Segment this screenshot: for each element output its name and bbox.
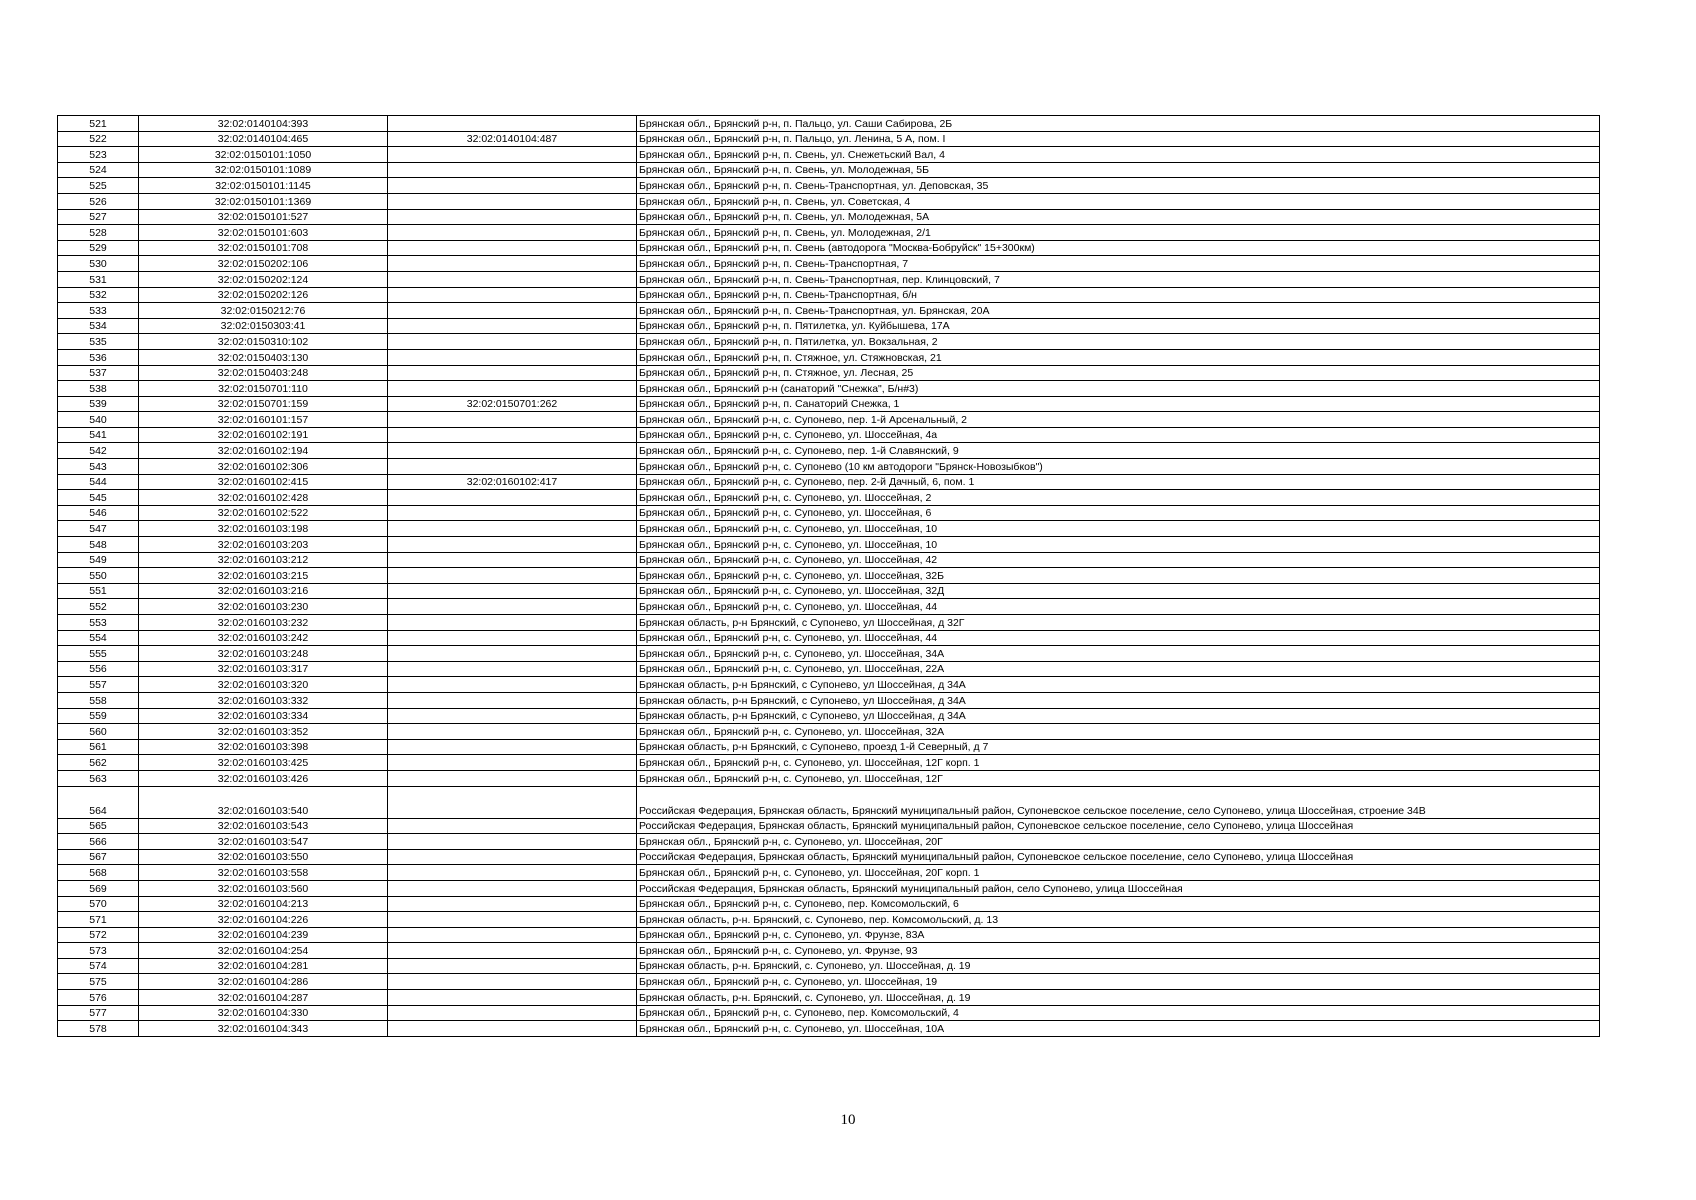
table-row [58,459,1600,475]
address-cell: Брянская обл., Брянский р-н, п. Свень, ул. Молодежная, 2/1 [637,225,1600,241]
related-cadastral-number-cell [388,849,637,865]
related-cadastral-number-cell [388,661,637,677]
table-row [58,786,1600,818]
address-cell: Брянская обл., Брянский р-н, с. Супонево, ул. Шоссейная, 32А [637,724,1600,740]
address-cell: Брянская обл., Брянский р-н, с. Супонево, ул. Шоссейная, 42 [637,552,1600,568]
address-cell: Брянская область, р-н Брянский, с Супонево, ул Шоссейная, д 34А [637,677,1600,693]
cadastral-number-cell: 32:02:0160104:343 [139,1021,388,1037]
row-number-cell: 564 [58,786,139,818]
related-cadastral-number-cell [388,349,637,365]
related-cadastral-number-cell [388,927,637,943]
cadastral-number-cell: 32:02:0160104:286 [139,974,388,990]
related-cadastral-number-cell [388,677,637,693]
row-number-cell: 573 [58,943,139,959]
address-cell: Брянская обл., Брянский р-н, с. Супонево, ул. Шоссейная, 20Г корп. 1 [637,865,1600,881]
table-row [58,646,1600,662]
related-cadastral-number-cell [388,459,637,475]
address-cell: Брянская обл., Брянский р-н, п. Стяжное, ул. Лесная, 25 [637,365,1600,381]
row-number-cell: 575 [58,974,139,990]
cadastral-number-cell: 32:02:0150310:102 [139,334,388,350]
related-cadastral-number-cell [388,225,637,241]
address-cell: Брянская обл., Брянский р-н, п. Свень, ул. Молодежная, 5А [637,209,1600,225]
cadastral-number-cell: 32:02:0150303:41 [139,318,388,334]
table-row [58,583,1600,599]
address-cell: Брянская обл., Брянский р-н, п. Стяжное, ул. Стяжновская, 21 [637,349,1600,365]
row-number-cell: 552 [58,599,139,615]
related-cadastral-number-cell [388,552,637,568]
table-row [58,692,1600,708]
address-cell: Брянская обл., Брянский р-н, с. Супонево, ул. Шоссейная, 12Г корп. 1 [637,755,1600,771]
cadastral-number-cell: 32:02:0160103:332 [139,692,388,708]
cadastral-number-cell: 32:02:0160104:281 [139,958,388,974]
row-number-cell: 554 [58,630,139,646]
table-row [58,178,1600,194]
table-row [58,318,1600,334]
cadastral-number-cell: 32:02:0160103:242 [139,630,388,646]
row-number-cell: 543 [58,459,139,475]
row-number-cell: 570 [58,896,139,912]
row-number-cell: 534 [58,318,139,334]
cadastral-number-cell: 32:02:0150101:1050 [139,147,388,163]
table-row [58,365,1600,381]
table-row [58,521,1600,537]
row-number-cell: 560 [58,724,139,740]
related-cadastral-number-cell [388,708,637,724]
address-cell: Брянская обл., Брянский р-н, с. Супонево, ул. Шоссейная, 10А [637,1021,1600,1037]
cadastral-number-cell: 32:02:0160103:550 [139,849,388,865]
related-cadastral-number-cell [388,880,637,896]
cadastral-number-cell: 32:02:0160103:320 [139,677,388,693]
address-cell: Брянская обл., Брянский р-н, с. Супонево, ул. Шоссейная, 44 [637,599,1600,615]
table-row [58,677,1600,693]
table-row [58,256,1600,272]
page-number: 10 [840,1112,856,1128]
row-number-cell: 551 [58,583,139,599]
row-number-cell: 532 [58,287,139,303]
row-number-cell: 557 [58,677,139,693]
address-cell: Брянская обл., Брянский р-н, п. Свень-Транспортная, пер. Клинцовский, 7 [637,271,1600,287]
related-cadastral-number-cell [388,896,637,912]
row-number-cell: 550 [58,568,139,584]
row-number-cell: 562 [58,755,139,771]
cadastral-number-cell: 32:02:0150701:159 [139,396,388,412]
address-cell: Брянская обл., Брянский р-н, с. Супонево, ул. Шоссейная, 6 [637,505,1600,521]
address-cell: Брянская обл., Брянский р-н, п. Свень-Транспортная, ул. Брянская, 20А [637,303,1600,319]
table-row [58,865,1600,881]
address-cell: Брянская обл., Брянский р-н, с. Супонево, ул. Шоссейная, 10 [637,537,1600,553]
table-row [58,615,1600,631]
row-number-cell: 558 [58,692,139,708]
row-number-cell: 535 [58,334,139,350]
table-row [58,818,1600,834]
row-number-cell: 538 [58,381,139,397]
table-row [58,193,1600,209]
cadastral-number-cell: 32:02:0160103:540 [139,786,388,818]
cadastral-number-cell: 32:02:0160103:215 [139,568,388,584]
row-number-cell: 544 [58,474,139,490]
cadastral-number-cell: 32:02:0150101:1145 [139,178,388,194]
cadastral-number-cell: 32:02:0160104:213 [139,896,388,912]
address-cell: Российская Федерация, Брянская область, Брянский муниципальный район, Супоневское сельское поселение, село Супонево, улица Шоссейная, строение 34В [637,786,1600,818]
table-row [58,287,1600,303]
row-number-cell: 523 [58,147,139,163]
row-number-cell: 571 [58,912,139,928]
row-number-cell: 555 [58,646,139,662]
related-cadastral-number-cell [388,209,637,225]
address-cell: Брянская область, р-н. Брянский, с. Супонево, ул. Шоссейная, д. 19 [637,958,1600,974]
related-cadastral-number-cell [388,599,637,615]
address-cell: Брянская обл., Брянский р-н, п. Пальцо, ул. Саши Сабирова, 2Б [637,116,1600,132]
related-cadastral-number-cell [388,646,637,662]
related-cadastral-number-cell [388,1005,637,1021]
related-cadastral-number-cell [388,193,637,209]
address-cell: Российская Федерация, Брянская область, Брянский муниципальный район, село Супонево, улица Шоссейная [637,880,1600,896]
row-number-cell: 549 [58,552,139,568]
row-number-cell: 547 [58,521,139,537]
table-row [58,271,1600,287]
cadastral-number-cell: 32:02:0150202:124 [139,271,388,287]
address-cell: Брянская обл., Брянский р-н, с. Супонево (10 км автодороги "Брянск-Новозыбков") [637,459,1600,475]
table-row [58,708,1600,724]
address-cell: Брянская обл., Брянский р-н, с. Супонево, пер. Комсомольский, 4 [637,1005,1600,1021]
cadastral-number-cell: 32:02:0160103:425 [139,755,388,771]
related-cadastral-number-cell [388,256,637,272]
related-cadastral-number-cell [388,443,637,459]
cadastral-number-cell: 32:02:0150101:527 [139,209,388,225]
address-cell: Брянская область, р-н Брянский, с Супонево, ул Шоссейная, д 34А [637,708,1600,724]
table-row [58,240,1600,256]
cadastral-number-cell: 32:02:0140104:465 [139,131,388,147]
cadastral-number-cell: 32:02:0160102:194 [139,443,388,459]
address-cell: Брянская обл., Брянский р-н, п. Санаторий Снежка, 1 [637,396,1600,412]
related-cadastral-number-cell [388,271,637,287]
table-row [58,630,1600,646]
row-number-cell: 561 [58,739,139,755]
row-number-cell: 568 [58,865,139,881]
related-cadastral-number-cell [388,162,637,178]
address-cell: Брянская область, р-н Брянский, с Супонево, проезд 1-й Северный, д 7 [637,739,1600,755]
address-cell: Брянская обл., Брянский р-н, с. Супонево, ул. Шоссейная, 32Б [637,568,1600,584]
related-cadastral-number-cell [388,178,637,194]
address-cell: Брянская обл., Брянский р-н, с. Супонево, ул. Шоссейная, 10 [637,521,1600,537]
related-cadastral-number-cell [388,318,637,334]
related-cadastral-number-cell [388,818,637,834]
row-number-cell: 548 [58,537,139,553]
cadastral-number-cell: 32:02:0160103:352 [139,724,388,740]
table-row [58,225,1600,241]
address-cell: Брянская обл., Брянский р-н, с. Супонево, ул. Шоссейная, 20Г [637,834,1600,850]
table-row [58,724,1600,740]
cadastral-number-cell: 32:02:0150701:110 [139,381,388,397]
table-row [58,147,1600,163]
table-row [58,1005,1600,1021]
cadastral-number-cell: 32:02:0160104:239 [139,927,388,943]
related-cadastral-number-cell [388,865,637,881]
row-number-cell: 527 [58,209,139,225]
cadastral-number-cell: 32:02:0160103:547 [139,834,388,850]
related-cadastral-number-cell [388,334,637,350]
row-number-cell: 559 [58,708,139,724]
row-number-cell: 524 [58,162,139,178]
cadastral-number-cell: 32:02:0160103:560 [139,880,388,896]
cadastral-number-cell: 32:02:0160103:334 [139,708,388,724]
row-number-cell: 567 [58,849,139,865]
related-cadastral-number-cell [388,630,637,646]
related-cadastral-number-cell [388,147,637,163]
table-row [58,568,1600,584]
row-number-cell: 531 [58,271,139,287]
table-row [58,943,1600,959]
address-cell: Брянская обл., Брянский р-н, п. Свень, ул. Советская, 4 [637,193,1600,209]
cadastral-number-cell: 32:02:0160103:398 [139,739,388,755]
table-row [58,349,1600,365]
address-cell: Брянская обл., Брянский р-н, с. Супонево, пер. 1-й Арсенальный, 2 [637,412,1600,428]
table-row [58,755,1600,771]
address-cell: Брянская обл., Брянский р-н, п. Свень-Транспортная, б/н [637,287,1600,303]
cadastral-number-cell: 32:02:0160103:230 [139,599,388,615]
row-number-cell: 533 [58,303,139,319]
row-number-cell: 541 [58,427,139,443]
related-cadastral-number-cell [388,303,637,319]
table-row [58,599,1600,615]
table-row [58,303,1600,319]
row-number-cell: 521 [58,116,139,132]
address-cell: Брянская обл., Брянский р-н, п. Свень, ул. Молодежная, 5Б [637,162,1600,178]
row-number-cell: 529 [58,240,139,256]
row-number-cell: 565 [58,818,139,834]
row-number-cell: 545 [58,490,139,506]
related-cadastral-number-cell [388,912,637,928]
table-row [58,334,1600,350]
related-cadastral-number-cell [388,116,637,132]
row-number-cell: 526 [58,193,139,209]
address-cell: Брянская обл., Брянский р-н, с. Супонево, ул. Фрунзе, 93 [637,943,1600,959]
row-number-cell: 577 [58,1005,139,1021]
cadastral-number-cell: 32:02:0160104:287 [139,990,388,1006]
table-row [58,412,1600,428]
row-number-cell: 542 [58,443,139,459]
table-row [58,896,1600,912]
cadastral-number-cell: 32:02:0160103:232 [139,615,388,631]
row-number-cell: 536 [58,349,139,365]
address-cell: Брянская обл., Брянский р-н, с. Супонево, пер. 2-й Дачный, 6, пом. 1 [637,474,1600,490]
table-row [58,880,1600,896]
table-row [58,131,1600,147]
related-cadastral-number-cell [388,974,637,990]
address-cell: Брянская обл., Брянский р-н, с. Супонево, ул. Шоссейная, 44 [637,630,1600,646]
address-cell: Брянская обл., Брянский р-н, с. Супонево, ул. Шоссейная, 4а [637,427,1600,443]
cadastral-number-cell: 32:02:0160101:157 [139,412,388,428]
related-cadastral-number-cell: 32:02:0140104:487 [388,131,637,147]
cadastral-number-cell: 32:02:0150101:1089 [139,162,388,178]
related-cadastral-number-cell [388,834,637,850]
cadastral-number-cell: 32:02:0160102:428 [139,490,388,506]
address-cell: Брянская обл., Брянский р-н, с. Супонево, ул. Шоссейная, 12Г [637,770,1600,786]
related-cadastral-number-cell [388,412,637,428]
table-row [58,958,1600,974]
table-row [58,490,1600,506]
related-cadastral-number-cell [388,490,637,506]
table-row [58,116,1600,132]
related-cadastral-number-cell [388,786,637,818]
table-row [58,396,1600,412]
cadastral-number-cell: 32:02:0140104:393 [139,116,388,132]
cadastral-number-cell: 32:02:0160103:543 [139,818,388,834]
address-cell: Брянская обл., Брянский р-н, п. Свень (автодорога "Москва-Бобруйск" 15+300км) [637,240,1600,256]
related-cadastral-number-cell [388,770,637,786]
cadastral-number-cell: 32:02:0160103:317 [139,661,388,677]
table-row [58,1021,1600,1037]
row-number-cell: 576 [58,990,139,1006]
related-cadastral-number-cell [388,990,637,1006]
address-cell: Брянская обл., Брянский р-н, с. Супонево, ул. Шоссейная, 19 [637,974,1600,990]
table-row [58,990,1600,1006]
row-number-cell: 569 [58,880,139,896]
related-cadastral-number-cell [388,943,637,959]
related-cadastral-number-cell [388,365,637,381]
related-cadastral-number-cell [388,427,637,443]
row-number-cell: 566 [58,834,139,850]
related-cadastral-number-cell [388,521,637,537]
cadastral-number-cell: 32:02:0160103:212 [139,552,388,568]
related-cadastral-number-cell [388,739,637,755]
cadastral-number-cell: 32:02:0150202:106 [139,256,388,272]
row-number-cell: 522 [58,131,139,147]
address-cell: Брянская обл., Брянский р-н, с. Супонево, ул. Шоссейная, 32Д [637,583,1600,599]
cadastral-number-cell: 32:02:0160102:191 [139,427,388,443]
row-number-cell: 528 [58,225,139,241]
cadastral-number-cell: 32:02:0160102:522 [139,505,388,521]
cadastral-number-cell: 32:02:0160104:330 [139,1005,388,1021]
table-row [58,927,1600,943]
address-cell: Брянская область, р-н Брянский, с Супонево, ул Шоссейная, д 32Г [637,615,1600,631]
table-row [58,209,1600,225]
row-number-cell: 540 [58,412,139,428]
table-row [58,974,1600,990]
cadastral-number-cell: 32:02:0150202:126 [139,287,388,303]
table-row [58,552,1600,568]
registry-table-body [58,116,1600,1037]
related-cadastral-number-cell [388,537,637,553]
registry-table [57,115,1600,1037]
related-cadastral-number-cell [388,583,637,599]
row-number-cell: 553 [58,615,139,631]
address-cell: Брянская обл., Брянский р-н, п. Свень-Транспортная, 7 [637,256,1600,272]
address-cell: Российская Федерация, Брянская область, Брянский муниципальный район, Супоневское сельское поселение, село Супонево, улица Шоссейная [637,849,1600,865]
cadastral-number-cell: 32:02:0160104:226 [139,912,388,928]
related-cadastral-number-cell [388,1021,637,1037]
related-cadastral-number-cell [388,692,637,708]
cadastral-number-cell: 32:02:0150101:1369 [139,193,388,209]
table-row [58,770,1600,786]
address-cell: Брянская область, р-н. Брянский, с. Супонево, ул. Шоссейная, д. 19 [637,990,1600,1006]
table-row [58,474,1600,490]
row-number-cell: 563 [58,770,139,786]
cadastral-number-cell: 32:02:0150101:603 [139,225,388,241]
related-cadastral-number-cell [388,240,637,256]
table-row [58,912,1600,928]
address-cell: Брянская обл., Брянский р-н (санаторий "Снежка", Б/н#3) [637,381,1600,397]
table-row [58,537,1600,553]
address-cell: Брянская обл., Брянский р-н, п. Пятилетка, ул. Куйбышева, 17А [637,318,1600,334]
related-cadastral-number-cell [388,958,637,974]
address-cell: Брянская обл., Брянский р-н, п. Пятилетка, ул. Вокзальная, 2 [637,334,1600,350]
related-cadastral-number-cell [388,568,637,584]
cadastral-number-cell: 32:02:0160103:558 [139,865,388,881]
table-row [58,162,1600,178]
address-cell: Брянская обл., Брянский р-н, с. Супонево, ул. Шоссейная, 2 [637,490,1600,506]
address-cell: Брянская обл., Брянский р-н, с. Супонево, ул. Шоссейная, 34А [637,646,1600,662]
related-cadastral-number-cell [388,755,637,771]
row-number-cell: 556 [58,661,139,677]
cadastral-number-cell: 32:02:0150212:76 [139,303,388,319]
address-cell: Брянская область, р-н. Брянский, с. Супонево, пер. Комсомольский, д. 13 [637,912,1600,928]
cadastral-number-cell: 32:02:0160103:203 [139,537,388,553]
cadastral-number-cell: 32:02:0160102:306 [139,459,388,475]
cadastral-number-cell: 32:02:0150403:130 [139,349,388,365]
row-number-cell: 525 [58,178,139,194]
table-row [58,381,1600,397]
related-cadastral-number-cell [388,381,637,397]
table-row [58,427,1600,443]
cadastral-number-cell: 32:02:0160103:248 [139,646,388,662]
table-row [58,849,1600,865]
address-cell: Брянская обл., Брянский р-н, п. Пальцо, ул. Ленина, 5 А, пом. I [637,131,1600,147]
table-row [58,661,1600,677]
address-cell: Брянская обл., Брянский р-н, п. Свень, ул. Снежетьский Вал, 4 [637,147,1600,163]
address-cell: Брянская обл., Брянский р-н, с. Супонево, пер. Комсомольский, 6 [637,896,1600,912]
address-cell: Российская Федерация, Брянская область, Брянский муниципальный район, Супоневское сельское поселение, село Супонево, улица Шоссейная [637,818,1600,834]
cadastral-number-cell: 32:02:0160104:254 [139,943,388,959]
cadastral-number-cell: 32:02:0150403:248 [139,365,388,381]
related-cadastral-number-cell: 32:02:0160102:417 [388,474,637,490]
table-row [58,834,1600,850]
cadastral-number-cell: 32:02:0150101:708 [139,240,388,256]
cadastral-number-cell: 32:02:0160103:198 [139,521,388,537]
address-cell: Брянская обл., Брянский р-н, с. Супонево, ул. Шоссейная, 22А [637,661,1600,677]
cadastral-number-cell: 32:02:0160102:415 [139,474,388,490]
cadastral-number-cell: 32:02:0160103:216 [139,583,388,599]
table-row [58,505,1600,521]
address-cell: Брянская обл., Брянский р-н, с. Супонево, ул. Фрунзе, 83А [637,927,1600,943]
related-cadastral-number-cell [388,724,637,740]
row-number-cell: 530 [58,256,139,272]
related-cadastral-number-cell [388,287,637,303]
related-cadastral-number-cell [388,505,637,521]
row-number-cell: 572 [58,927,139,943]
row-number-cell: 546 [58,505,139,521]
address-cell: Брянская область, р-н Брянский, с Супонево, ул Шоссейная, д 34А [637,692,1600,708]
table-row [58,739,1600,755]
cadastral-number-cell: 32:02:0160103:426 [139,770,388,786]
row-number-cell: 537 [58,365,139,381]
related-cadastral-number-cell: 32:02:0150701:262 [388,396,637,412]
address-cell: Брянская обл., Брянский р-н, п. Свень-Транспортная, ул. Деповская, 35 [637,178,1600,194]
table-row [58,443,1600,459]
row-number-cell: 539 [58,396,139,412]
row-number-cell: 578 [58,1021,139,1037]
address-cell: Брянская обл., Брянский р-н, с. Супонево, пер. 1-й Славянский, 9 [637,443,1600,459]
row-number-cell: 574 [58,958,139,974]
related-cadastral-number-cell [388,615,637,631]
